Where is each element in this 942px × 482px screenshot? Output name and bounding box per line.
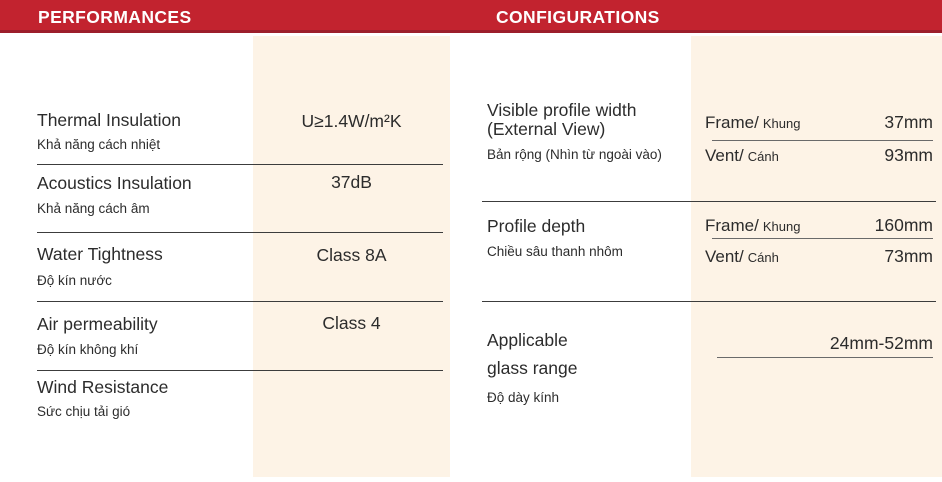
performance-row-value: 37dB [331, 172, 372, 192]
configuration-entry [705, 246, 933, 267]
configurations-title: CONFIGURATIONS [496, 7, 660, 27]
divider [37, 370, 443, 371]
configuration-row-label-line: Profile depth [487, 216, 586, 236]
entry-value: 93mm [884, 145, 933, 165]
entry-value: 37mm [884, 112, 933, 132]
performance-row-label: Wind Resistance [37, 377, 169, 397]
performance-row-sublabel: Khả năng cách âm [37, 201, 150, 216]
divider [37, 164, 443, 165]
divider [37, 232, 443, 233]
configuration-row-sublabel: Độ dày kính [487, 390, 560, 405]
configuration-row-sublabel: Chiều sâu thanh nhôm [487, 244, 623, 259]
configuration-row-label-line: Applicable [487, 330, 568, 350]
performance-row-sublabel: Sức chịu tải gió [37, 404, 131, 419]
performances-title: PERFORMANCES [38, 7, 192, 27]
performance-row-sublabel: Khả năng cách nhiệt [37, 137, 161, 152]
entry-divider [712, 140, 933, 141]
performance-row-sublabel: Độ kín không khí [37, 342, 139, 357]
configuration-row-label [487, 217, 585, 236]
entry-key-sub: Cánh [747, 149, 779, 164]
entry-value: 160mm [874, 215, 933, 235]
performance-row-label: Water Tightness [37, 244, 163, 264]
performance-row-value: Class 8A [316, 245, 387, 265]
entry-key: Vent/ [705, 247, 744, 266]
configuration-row-value: 24mm-52mm [829, 333, 933, 353]
performance-row-value: U≥1.4W/m²K [301, 111, 402, 131]
performance-row-value: Class 4 [322, 313, 381, 333]
performance-row-label: Acoustics Insulation [37, 173, 192, 193]
configuration-row-sublabel: Bản rộng (Nhìn từ ngoài vào) [487, 147, 662, 162]
configuration-row-label [487, 327, 577, 382]
entry-key: Frame/ [705, 216, 759, 235]
configuration-row-label [487, 101, 636, 139]
configuration-row-label-line: glass range [487, 357, 578, 378]
entry-key: Vent/ [705, 146, 744, 165]
entry-key-sub: Cánh [747, 250, 779, 265]
configuration-row-label-line: Visible profile width [487, 100, 637, 120]
entry-key: Frame/ [705, 113, 759, 132]
performance-row-sublabel: Độ kín nước [37, 273, 112, 288]
configuration-entry [705, 145, 933, 166]
performance-row-label: Air permeability [37, 314, 158, 334]
section-header-bar [0, 0, 942, 33]
divider [37, 301, 443, 302]
configuration-row-label-line: (External View) [487, 119, 606, 139]
entry-value: 73mm [884, 246, 933, 266]
divider [482, 301, 936, 302]
configuration-entry [705, 215, 933, 236]
entry-key-sub: Khung [762, 219, 801, 234]
entry-key-sub: Khung [762, 116, 801, 131]
entry-divider [712, 238, 933, 239]
entry-divider [717, 357, 933, 358]
divider [482, 201, 936, 202]
performance-row-label: Thermal Insulation [37, 110, 181, 130]
configuration-entry [705, 112, 933, 133]
